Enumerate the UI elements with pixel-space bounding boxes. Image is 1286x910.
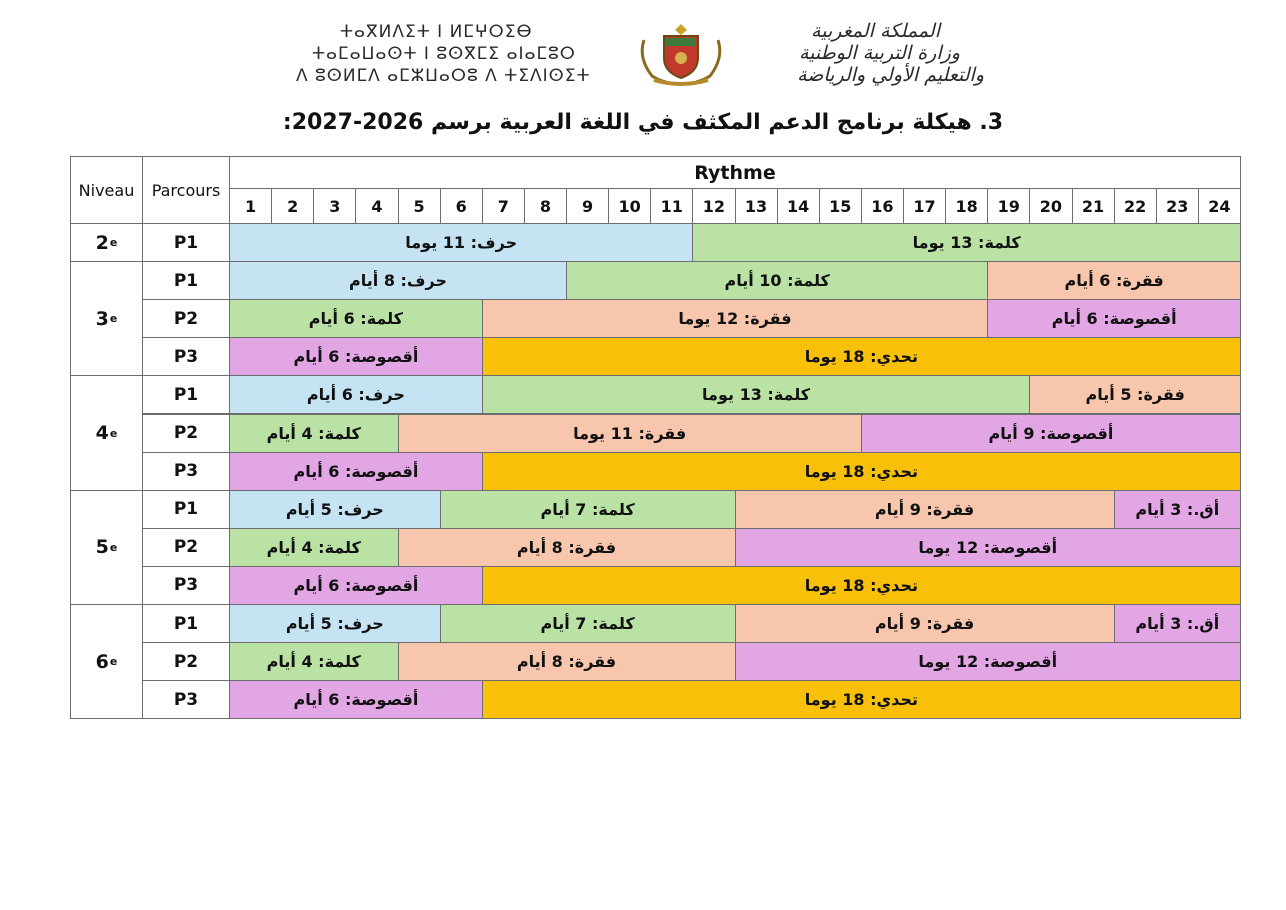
level-cell [70,490,143,605]
day-number: 24 [1198,188,1241,224]
tifinagh-line-3: ⴷ ⵓⵙⵍⵎⴷ ⴰⵎⵣⵡⴰⵔⵓ ⴷ ⵜⵉⴷⵏⵙⵉⵜ [296,66,591,86]
arabic-line-3: والتعليم الأولي والرياضة [797,64,984,86]
segment-block: أقصوصة: 12 يوما [735,642,1242,681]
segment-block: تحدي: 18 يوما [482,452,1241,491]
day-number: 18 [945,188,988,224]
page-title: 3. هيكلة برنامج الدعم المكثف في اللغة العربية برسم 2026-2027: [282,110,1004,135]
parcours-cell: P2 [142,299,230,338]
level-cell [70,375,143,490]
segment-block: أق.: 3 أيام [1114,604,1241,643]
niveau-header: Niveau [70,156,143,224]
segment-block: كلمة: 4 أيام [229,528,399,567]
segment-block: كلمة: 7 أيام [440,604,736,643]
segment-block: كلمة: 10 أيام [566,261,988,300]
segment-block: أقصوصة: 6 أيام [229,680,483,719]
day-number: 20 [1029,188,1072,224]
segment-block: تحدي: 18 يوما [482,680,1241,719]
day-number: 8 [524,188,567,224]
level-cell [70,261,143,376]
segment-block: فقرة: 11 يوما [398,414,862,453]
day-number: 21 [1072,188,1115,224]
parcours-cell: P3 [142,566,230,605]
segment-block: أق.: 3 أيام [1114,490,1241,529]
day-number: 10 [608,188,651,224]
segment-block: فقرة: 6 أيام [987,261,1241,300]
day-number: 12 [692,188,735,224]
segment-block: فقرة: 12 يوما [482,299,989,338]
parcours-cell: P3 [142,452,230,491]
level-number: 4 [95,422,109,445]
segment-block: أقصوصة: 12 يوما [735,528,1242,567]
segment-block: حرف: 6 أيام [229,375,483,414]
day-number: 13 [735,188,778,224]
parcours-cell: P3 [142,337,230,376]
day-number: 6 [440,188,483,224]
rythme-header: Rythme [229,156,1241,189]
level-cell [70,223,143,262]
day-number: 9 [566,188,609,224]
parcours-header: Parcours [142,156,230,224]
level-number: 5 [95,536,109,559]
segment-block: فقرة: 5 أيام [1029,375,1241,414]
level-cell [70,604,143,719]
segment-block: حرف: 5 أيام [229,490,441,529]
level-number: 2 [95,231,109,254]
segment-block: فقرة: 8 أيام [398,528,736,567]
day-number: 3 [313,188,356,224]
day-number: 5 [398,188,441,224]
parcours-cell: P1 [142,490,230,529]
tifinagh-line-1: ⵜⴰⴳⵍⴷⵉⵜ ⵏ ⵍⵎⵖⵔⵉⴱ [340,22,533,42]
arabic-line-2: وزارة التربية الوطنية [799,42,960,64]
day-number: 7 [482,188,525,224]
segment-block: أقصوصة: 9 أيام [861,414,1241,453]
parcours-cell: P1 [142,375,230,414]
segment-block: كلمة: 4 أيام [229,414,399,453]
parcours-cell: P1 [142,261,230,300]
day-number: 16 [861,188,904,224]
segment-block: حرف: 5 أيام [229,604,441,643]
segment-block: كلمة: 4 أيام [229,642,399,681]
day-number: 15 [819,188,862,224]
level-number: 3 [95,307,109,330]
parcours-cell: P3 [142,680,230,719]
day-number: 19 [987,188,1030,224]
segment-block: فقرة: 8 أيام [398,642,736,681]
segment-block: حرف: 8 أيام [229,261,567,300]
segment-block: فقرة: 9 أيام [735,490,1115,529]
segment-block: كلمة: 13 يوما [692,223,1241,262]
arabic-line-1: المملكة المغربية [811,20,940,42]
parcours-cell: P2 [142,414,230,453]
parcours-cell: P1 [142,223,230,262]
moroccan-coat-of-arms-icon [634,20,728,86]
day-number: 4 [355,188,398,224]
parcours-cell: P2 [142,528,230,567]
schedule-table [70,156,1240,722]
tifinagh-line-2: ⵜⴰⵎⴰⵡⴰⵙⵜ ⵏ ⵓⵙⴳⵎⵉ ⴰⵏⴰⵎⵓⵔ [312,44,576,64]
segment-block: تحدي: 18 يوما [482,337,1241,376]
level-suffix: e [109,426,118,440]
segment-block: كلمة: 6 أيام [229,299,483,338]
level-number: 6 [95,650,109,673]
segment-block: كلمة: 7 أيام [440,490,736,529]
segment-block: حرف: 11 يوما [229,223,693,262]
day-number: 1 [229,188,272,224]
day-number: 17 [903,188,946,224]
level-suffix: e [109,236,118,250]
level-suffix: e [109,655,118,669]
segment-block: فقرة: 9 أيام [735,604,1115,643]
segment-block: كلمة: 13 يوما [482,375,1031,414]
day-number: 22 [1114,188,1157,224]
level-suffix: e [109,540,118,554]
day-number: 11 [650,188,693,224]
parcours-cell: P1 [142,604,230,643]
day-number: 14 [777,188,820,224]
segment-block: أقصوصة: 6 أيام [229,566,483,605]
day-number: 2 [271,188,314,224]
level-suffix: e [109,312,118,326]
segment-block: أقصوصة: 6 أيام [987,299,1241,338]
segment-block: أقصوصة: 6 أيام [229,337,483,376]
parcours-cell: P2 [142,642,230,681]
segment-block: تحدي: 18 يوما [482,566,1241,605]
day-number: 23 [1156,188,1199,224]
segment-block: أقصوصة: 6 أيام [229,452,483,491]
document-header [0,0,1286,100]
